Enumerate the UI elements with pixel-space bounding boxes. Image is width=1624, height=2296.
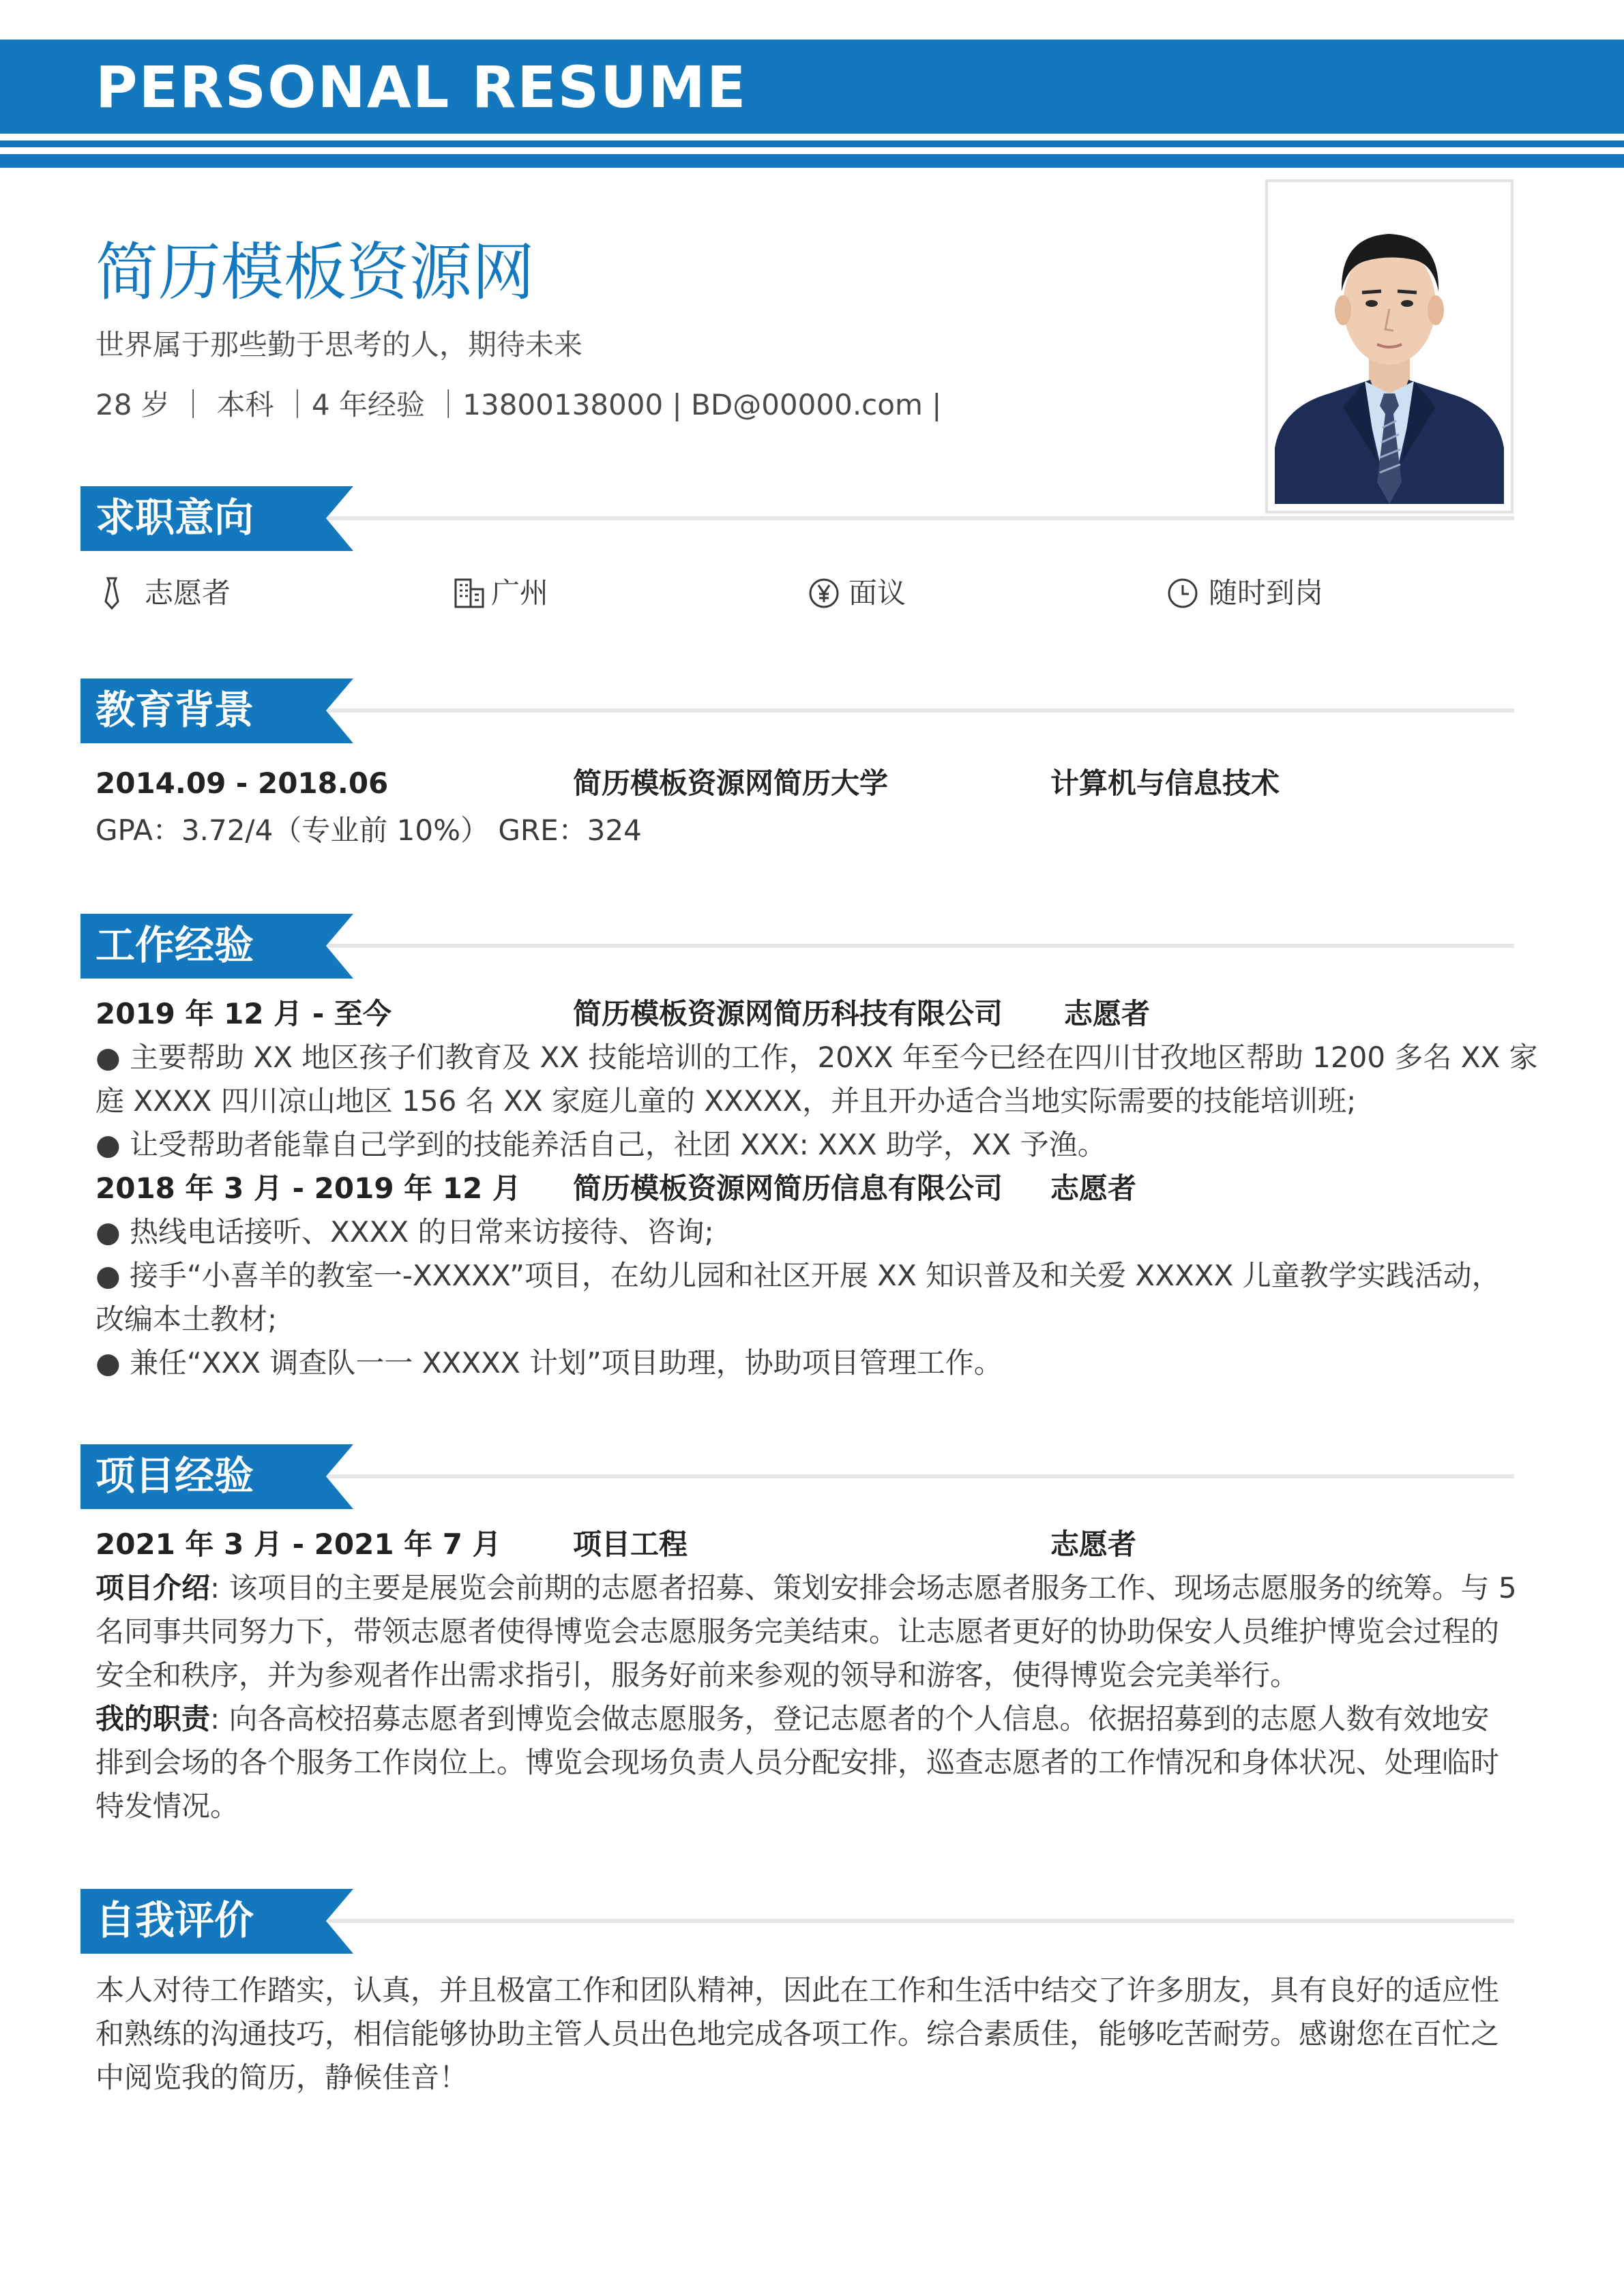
header-stripe-2	[0, 154, 1624, 168]
section-divider	[327, 709, 1514, 713]
project-intro-text: : 该项目的主要是展览会前期的志愿者招募、策划安排会场志愿者服务工作、现场志愿服务的统筹。与 5	[210, 1571, 1517, 1605]
work-1-period: 2019 年 12 月 - 至今	[95, 997, 392, 1030]
intent-salary-text: 面议	[848, 576, 906, 610]
section-heading-intent	[80, 486, 353, 551]
yen-coin-icon	[808, 574, 840, 612]
education-school: 简历模板资源网简历大学	[573, 766, 889, 800]
section-divider	[327, 1474, 1514, 1478]
section-heading-self	[80, 1889, 353, 1954]
section-divider	[327, 1919, 1514, 1923]
section-heading-education	[80, 679, 353, 743]
intent-availability-text: 随时到岗	[1209, 576, 1324, 610]
work-2-role: 志愿者	[1050, 1172, 1137, 1205]
project-name: 项目工程	[573, 1527, 688, 1561]
intent-city	[453, 573, 548, 614]
header-title: PERSONAL RESUME	[95, 54, 748, 121]
intent-position-text: 志愿者	[145, 576, 231, 610]
intent-position	[95, 573, 231, 614]
section-heading-work	[80, 914, 353, 979]
motto: 世界属于那些勤于思考的人，期待未来	[95, 328, 583, 361]
project-role: 志愿者	[1050, 1527, 1137, 1561]
self-eval-line-1: 本人对待工作踏实，认真，并且极富工作和团队精神，因此在工作和生活中结交了许多朋友，具有良好的适应性	[95, 1973, 1500, 2007]
section-title: 工作经验	[95, 922, 254, 968]
tie-icon	[95, 574, 128, 612]
clock-icon	[1166, 574, 1199, 612]
project-duty-line-3: 特发情况。	[95, 1789, 239, 1823]
education-period: 2014.09 - 2018.06	[95, 766, 389, 800]
work-1-line-2: 庭 XXXX 四川凉山地区 156 名 XX 家庭儿童的 XXXXX，并且开办适合当地实际需要的技能培训班;	[95, 1084, 1357, 1118]
contact-info: 28 岁 ｜ 本科 ｜4 年经验 ｜13800138000 | BD@00000.com |	[95, 388, 942, 421]
project-period: 2021 年 3 月 - 2021 年 7 月	[95, 1527, 501, 1561]
building-icon	[453, 574, 486, 612]
intent-salary	[808, 573, 906, 614]
profile-photo	[1275, 189, 1504, 504]
header-stripe-1	[0, 140, 1624, 147]
work-1-company: 简历模板资源网简历科技有限公司	[573, 997, 1003, 1030]
work-2-line-1: ● 热线电话接听、XXXX 的日常来访接待、咨询;	[95, 1215, 714, 1249]
self-eval-line-3: 中阅览我的简历，静候佳音！	[95, 2061, 469, 2094]
section-title: 教育背景	[95, 687, 254, 733]
candidate-name: 简历模板资源网	[95, 236, 535, 309]
work-2-period: 2018 年 3 月 - 2019 年 12 月	[95, 1172, 521, 1205]
work-2-line-2: ● 接手“小喜羊的教室一-XXXXX”项目，在幼儿园和社区开展 XX 知识普及和关爱 XXXXX 儿童教学实践活动，	[95, 1259, 1501, 1292]
section-divider	[327, 944, 1514, 948]
section-title: 自我评价	[95, 1897, 254, 1943]
work-2-line-4: ● 兼任“XXX 调查队一一 XXXXX 计划”项目助理，协助项目管理工作。	[95, 1346, 1003, 1380]
project-intro-line-2: 名同事共同努力下，带领志愿者使得博览会志愿服务完美结束。让志愿者更好的协助保安人员维护博览会过程的	[95, 1615, 1500, 1648]
education-major: 计算机与信息技术	[1050, 766, 1280, 800]
work-1-line-3: ● 让受帮助者能靠自己学到的技能养活自己，社团 XXX: XXX 助学，XX 予渔。	[95, 1128, 1106, 1161]
work-2-company: 简历模板资源网简历信息有限公司	[573, 1172, 1003, 1205]
project-duty-line-2: 排到会场的各个服务工作岗位上。博览会现场负责人员分配安排，巡查志愿者的工作情况和身体状况、处理临时	[95, 1746, 1500, 1779]
work-1-role: 志愿者	[1064, 997, 1151, 1030]
intent-availability	[1166, 573, 1323, 614]
work-1-line-1: ● 主要帮助 XX 地区孩子们教育及 XX 技能培训的工作，20XX 年至今已经在四川甘孜地区帮助 1200 多名 XX 家	[95, 1041, 1538, 1074]
project-intro-label: 项目介绍	[95, 1571, 211, 1605]
project-duty-text: : 向各高校招募志愿者到博览会做志愿服务，登记志愿者的个人信息。依据招募到的志愿人数有效地安	[210, 1702, 1490, 1735]
photo-frame	[1265, 179, 1514, 513]
work-2-line-3: 改编本土教材;	[95, 1302, 278, 1336]
intent-city-text: 广州	[491, 576, 549, 610]
education-gpa: GPA：3.72/4（专业前 10%） GRE：324	[95, 814, 642, 847]
project-intro-line-1	[95, 1566, 1517, 1610]
self-eval-line-2: 和熟练的沟通技巧，相信能够协助主管人员出色地完成各项工作。综合素质佳，能够吃苦耐劳。感谢您在百忙之	[95, 2017, 1500, 2051]
project-duty-line-1	[95, 1697, 1490, 1741]
section-divider	[327, 516, 1514, 520]
section-heading-project	[80, 1444, 353, 1509]
project-duty-label: 我的职责	[95, 1702, 211, 1735]
section-title: 求职意向	[95, 494, 254, 541]
project-intro-line-3: 安全和秩序，并为参观者作出需求指引，服务好前来参观的领导和游客，使得博览会完美举行。	[95, 1658, 1299, 1692]
section-title: 项目经验	[95, 1452, 254, 1499]
